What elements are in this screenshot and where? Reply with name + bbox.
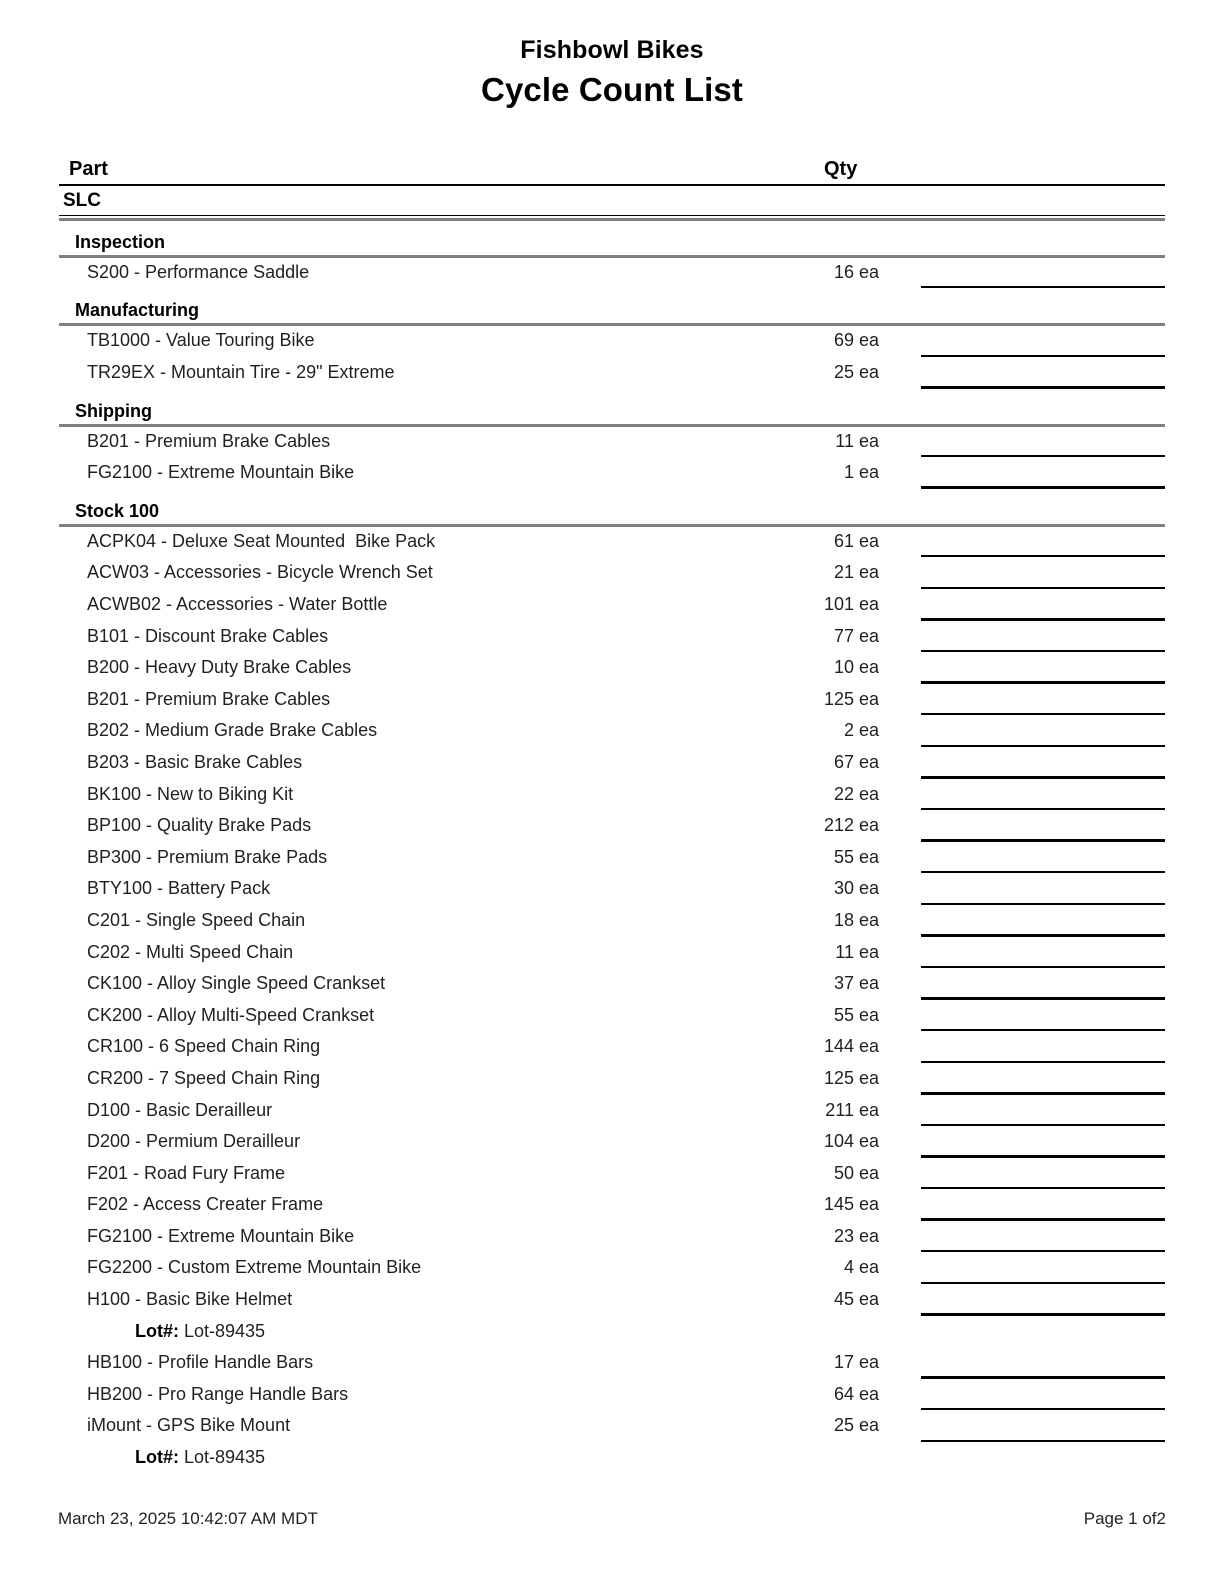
- location-group-label: SLC: [63, 190, 101, 212]
- company-name: Fishbowl Bikes: [520, 36, 704, 64]
- qty-cell: 25 ea: [833, 362, 879, 383]
- qty-cell: 77 ea: [833, 625, 879, 646]
- lot-number-text: [135, 1447, 265, 1468]
- lot-row: [59, 1317, 1165, 1349]
- document-header: [0, 0, 1224, 109]
- document-footer: [58, 1509, 1166, 1529]
- part-name-cell: B201 - Premium Brake Cables: [87, 430, 331, 451]
- table-body: [59, 186, 1165, 1474]
- count-write-in-line[interactable]: [921, 1092, 1165, 1094]
- table-row: [59, 458, 1165, 490]
- table-row: [59, 358, 1165, 390]
- table-row: [59, 653, 1165, 685]
- count-write-in-line[interactable]: [921, 903, 1165, 905]
- count-write-in-line[interactable]: [921, 386, 1165, 388]
- qty-cell: 45 ea: [833, 1289, 879, 1310]
- table-row: [59, 685, 1165, 717]
- table-row: [59, 1064, 1165, 1096]
- lot-number-text: [135, 1321, 265, 1342]
- sub-group-label: Inspection: [75, 231, 166, 252]
- count-write-in-line[interactable]: [921, 650, 1165, 652]
- table-row: [59, 1159, 1165, 1191]
- qty-cell: 23 ea: [833, 1225, 879, 1246]
- table-row: [59, 1032, 1165, 1064]
- qty-cell: 125 ea: [823, 1067, 879, 1088]
- count-write-in-line[interactable]: [921, 455, 1165, 457]
- part-name-cell: C202 - Multi Speed Chain: [87, 941, 294, 962]
- lot-value: Lot-89435: [179, 1320, 266, 1341]
- qty-cell: 212 ea: [823, 815, 879, 836]
- count-write-in-line[interactable]: [921, 713, 1165, 715]
- part-name-cell: FG2100 - Extreme Mountain Bike: [87, 462, 355, 483]
- part-name-cell: TB1000 - Value Touring Bike: [87, 330, 315, 351]
- part-name-cell: CR200 - 7 Speed Chain Ring: [87, 1067, 321, 1088]
- part-name-cell: BTY100 - Battery Pack: [87, 878, 271, 899]
- sub-group: [59, 299, 1165, 389]
- qty-cell: 11 ea: [835, 941, 879, 962]
- table-row: [59, 716, 1165, 748]
- part-name-cell: B201 - Premium Brake Cables: [87, 688, 331, 709]
- count-write-in-line[interactable]: [921, 286, 1165, 288]
- count-write-in-line[interactable]: [921, 934, 1165, 936]
- part-name-cell: CR100 - 6 Speed Chain Ring: [87, 1036, 321, 1057]
- sub-group-header: [59, 231, 1165, 258]
- count-write-in-line[interactable]: [921, 1250, 1165, 1252]
- count-write-in-line[interactable]: [921, 355, 1165, 357]
- qty-cell: 61 ea: [833, 530, 879, 551]
- count-write-in-line[interactable]: [921, 1313, 1165, 1315]
- part-name-cell: S200 - Performance Saddle: [87, 261, 310, 282]
- part-name-cell: BP100 - Quality Brake Pads: [87, 815, 312, 836]
- table-row: [59, 326, 1165, 358]
- part-name-cell: CK100 - Alloy Single Speed Crankset: [87, 973, 386, 994]
- footer-timestamp: March 23, 2025 10:42:07 AM MDT: [58, 1509, 318, 1528]
- part-name-cell: F202 - Access Creater Frame: [87, 1194, 324, 1215]
- qty-cell: 101 ea: [823, 594, 879, 614]
- qty-cell: 55 ea: [833, 1004, 879, 1025]
- qty-cell: 10 ea: [833, 657, 879, 678]
- table-row: [59, 1348, 1165, 1380]
- part-name-cell: FG2100 - Extreme Mountain Bike: [87, 1225, 355, 1246]
- location-group: [59, 186, 1165, 1474]
- qty-cell: 22 ea: [833, 783, 879, 804]
- lot-label: Lot#:: [135, 1320, 179, 1341]
- part-name-cell: B200 - Heavy Duty Brake Cables: [87, 657, 352, 678]
- count-write-in-line[interactable]: [921, 1282, 1165, 1284]
- part-name-cell: D100 - Basic Derailleur: [87, 1099, 273, 1120]
- table-row: [59, 558, 1165, 590]
- table-row: [59, 527, 1165, 559]
- cycle-count-table: [59, 154, 1165, 1474]
- part-name-cell: FG2200 - Custom Extreme Mountain Bike: [87, 1257, 422, 1278]
- sub-group: [59, 400, 1165, 490]
- table-row: [59, 622, 1165, 654]
- table-row: [59, 969, 1165, 1001]
- table-row: [59, 1096, 1165, 1128]
- table-row: [59, 780, 1165, 812]
- table-row: [59, 1222, 1165, 1254]
- count-write-in-line[interactable]: [921, 997, 1165, 999]
- count-write-in-line[interactable]: [921, 745, 1165, 747]
- table-row: [59, 811, 1165, 843]
- qty-cell: 67 ea: [833, 751, 879, 772]
- table-row: [59, 1190, 1165, 1222]
- column-header-part: Part: [69, 158, 108, 181]
- qty-cell: 30 ea: [833, 878, 879, 899]
- table-row: [59, 1380, 1165, 1412]
- part-name-cell: TR29EX - Mountain Tire - 29" Extreme: [87, 362, 395, 383]
- count-write-in-line[interactable]: [921, 871, 1165, 873]
- sub-group-label: Manufacturing: [75, 300, 199, 321]
- page-title: Cycle Count List: [481, 70, 743, 108]
- column-header-qty: Qty: [824, 158, 858, 181]
- count-write-in-line[interactable]: [921, 1440, 1165, 1442]
- count-write-in-line[interactable]: [921, 1408, 1165, 1410]
- qty-cell: 17 ea: [833, 1352, 879, 1373]
- qty-cell: 37 ea: [833, 973, 879, 994]
- part-name-cell: ACPK04 - Deluxe Seat Mounted Bike Pack: [87, 530, 436, 551]
- qty-cell: 50 ea: [833, 1162, 879, 1183]
- qty-cell: 4 ea: [843, 1257, 879, 1278]
- count-write-in-line[interactable]: [921, 555, 1165, 557]
- part-name-cell: H100 - Basic Bike Helmet: [87, 1289, 293, 1310]
- table-row: [59, 874, 1165, 906]
- qty-cell: 125 ea: [823, 688, 879, 709]
- count-write-in-line[interactable]: [921, 1124, 1165, 1126]
- qty-cell: 2 ea: [843, 720, 879, 741]
- qty-cell: 69 ea: [833, 330, 879, 351]
- part-name-cell: B101 - Discount Brake Cables: [87, 625, 329, 646]
- table-row: [59, 906, 1165, 938]
- count-write-in-line[interactable]: [921, 618, 1165, 620]
- part-name-cell: BP300 - Premium Brake Pads: [87, 846, 328, 867]
- location-group-rule: [59, 218, 1165, 221]
- part-name-cell: B203 - Basic Brake Cables: [87, 751, 303, 772]
- part-name-cell: D200 - Permium Derailleur: [87, 1131, 301, 1152]
- qty-cell: 25 ea: [833, 1415, 879, 1436]
- count-write-in-line[interactable]: [921, 486, 1165, 488]
- table-row: [59, 1001, 1165, 1033]
- qty-cell: 64 ea: [833, 1383, 879, 1404]
- qty-cell: 104 ea: [823, 1131, 879, 1152]
- count-write-in-line[interactable]: [921, 1029, 1165, 1031]
- part-name-cell: HB100 - Profile Handle Bars: [87, 1352, 314, 1373]
- count-write-in-line[interactable]: [921, 1187, 1165, 1189]
- count-write-in-line[interactable]: [921, 839, 1165, 841]
- table-row: [59, 748, 1165, 780]
- part-name-cell: iMount - GPS Bike Mount: [87, 1415, 291, 1436]
- table-row: [59, 938, 1165, 970]
- location-group-header: [59, 186, 1165, 216]
- table-row: [59, 427, 1165, 459]
- lot-value: Lot-89435: [179, 1447, 266, 1468]
- qty-cell: 55 ea: [833, 846, 879, 867]
- part-name-cell: HB200 - Pro Range Handle Bars: [87, 1383, 349, 1404]
- table-row: [59, 1285, 1165, 1317]
- sub-group-label: Shipping: [75, 400, 152, 421]
- sub-group-label: Stock 100: [75, 500, 160, 521]
- count-write-in-line[interactable]: [921, 808, 1165, 810]
- table-row: [59, 590, 1165, 622]
- part-name-cell: ACWB02 - Accessories - Water Bottle: [87, 594, 388, 614]
- count-write-in-line[interactable]: [921, 776, 1165, 778]
- count-write-in-line[interactable]: [921, 1061, 1165, 1063]
- table-row: [59, 1411, 1165, 1443]
- qty-cell: 11 ea: [835, 430, 879, 451]
- count-write-in-line[interactable]: [921, 1155, 1165, 1157]
- sub-group: [59, 500, 1165, 1475]
- count-write-in-line[interactable]: [921, 1376, 1165, 1378]
- part-name-cell: BK100 - New to Biking Kit: [87, 783, 294, 804]
- part-name-cell: CK200 - Alloy Multi-Speed Crankset: [87, 1004, 375, 1025]
- count-write-in-line[interactable]: [921, 966, 1165, 968]
- table-column-headers: [59, 154, 1165, 186]
- part-name-cell: F201 - Road Fury Frame: [87, 1162, 286, 1183]
- count-write-in-line[interactable]: [921, 681, 1165, 683]
- qty-cell: 21 ea: [833, 562, 879, 583]
- part-name-cell: B202 - Medium Grade Brake Cables: [87, 720, 378, 741]
- sub-group: [59, 231, 1165, 290]
- lot-row: [59, 1443, 1165, 1475]
- qty-cell: 1 ea: [843, 462, 879, 483]
- count-write-in-line[interactable]: [921, 587, 1165, 589]
- footer-page-number: Page 1 of2: [1083, 1509, 1166, 1528]
- table-row: [59, 258, 1165, 290]
- table-row: [59, 1127, 1165, 1159]
- sub-group-header: [59, 299, 1165, 326]
- qty-cell: 211 ea: [825, 1099, 879, 1120]
- sub-group-header: [59, 400, 1165, 427]
- table-row: [59, 1253, 1165, 1285]
- qty-cell: 145 ea: [823, 1194, 879, 1215]
- sub-group-header: [59, 500, 1165, 527]
- qty-cell: 16 ea: [833, 261, 879, 282]
- lot-label: Lot#:: [135, 1447, 179, 1468]
- count-write-in-line[interactable]: [921, 1218, 1165, 1220]
- part-name-cell: C201 - Single Speed Chain: [87, 909, 306, 930]
- part-name-cell: ACW03 - Accessories - Bicycle Wrench Set: [87, 562, 433, 583]
- qty-cell: 18 ea: [833, 909, 879, 930]
- table-row: [59, 843, 1165, 875]
- qty-cell: 144 ea: [823, 1036, 879, 1057]
